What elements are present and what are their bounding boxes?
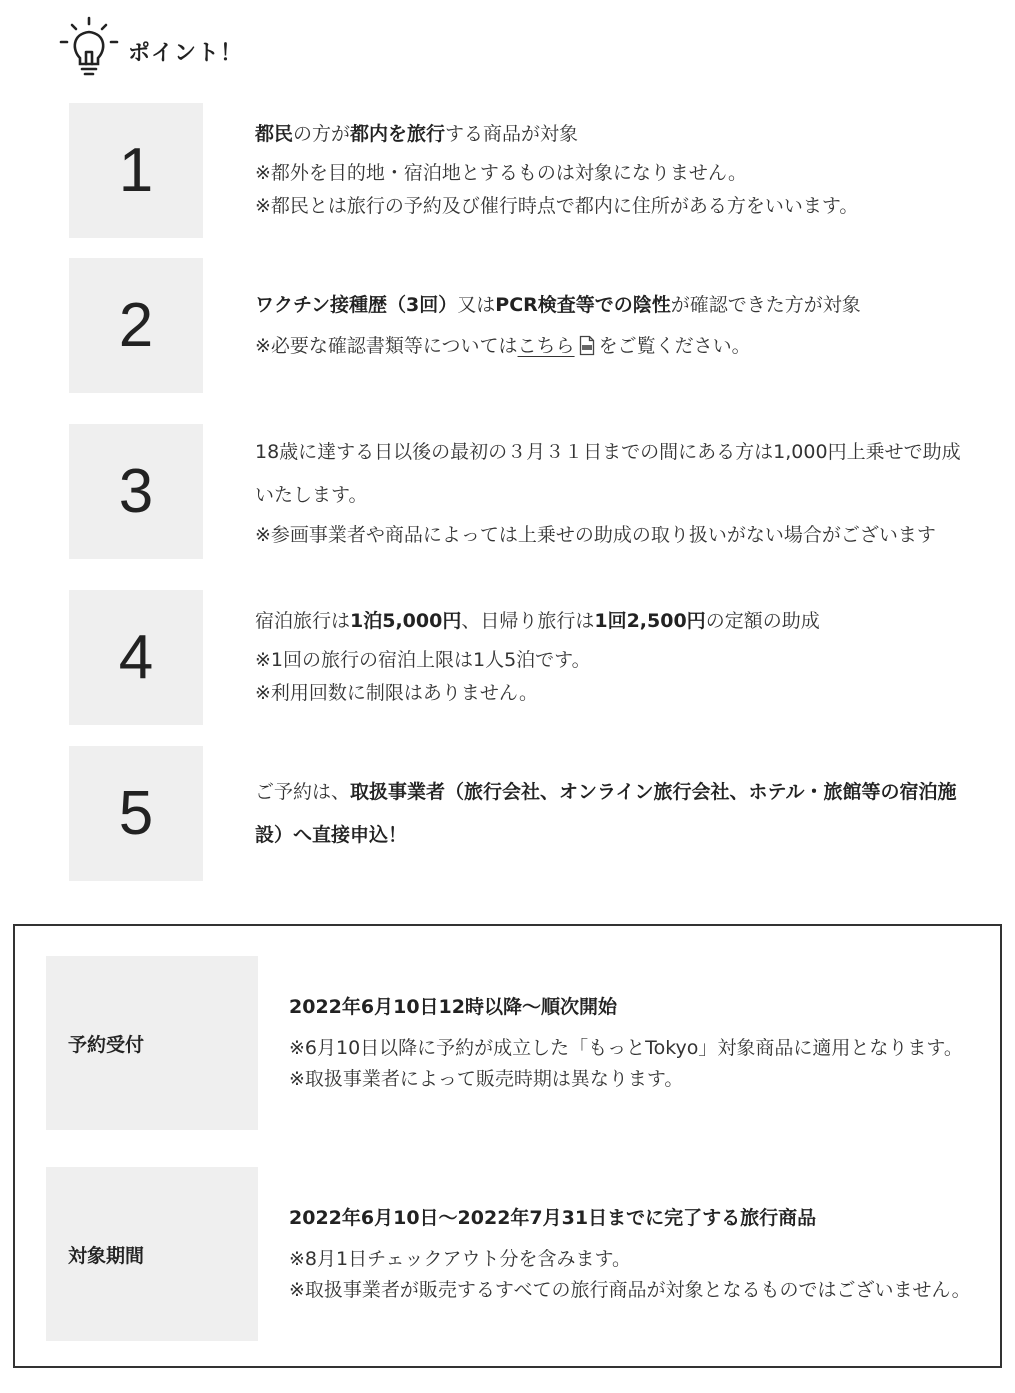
point-main-line: 18歳に達する日以後の最初の３月３１日までの間にある方は1,000円上乗せで助成いたします。 — [255, 441, 961, 506]
point-main-line — [255, 289, 969, 322]
point-description — [255, 424, 969, 559]
info-row-reservation — [46, 956, 986, 1130]
info-label: 予約受付 — [46, 956, 258, 1130]
point-note: ※利用回数に制限はありません。 — [255, 682, 539, 704]
point-item-1 — [69, 103, 969, 238]
point-number: 1 — [69, 103, 203, 238]
point-number: 4 — [69, 590, 203, 725]
bold-text: 1回2,500円 — [594, 610, 706, 632]
point-item-4 — [69, 590, 969, 725]
point-description — [255, 590, 969, 725]
point-main-line — [255, 118, 969, 151]
section-title: ポイント！ — [128, 40, 244, 66]
documents-link[interactable]: こちら — [517, 334, 575, 357]
point-description — [255, 746, 969, 881]
point-main-line — [255, 771, 969, 857]
text: の定額の助成 — [705, 610, 820, 632]
bold-text: 取扱事業者（旅行会社、オンライン旅行会社、ホテル・旅館等の宿泊施設）へ直接申込！ — [255, 780, 957, 846]
text: 宿泊旅行は — [255, 610, 351, 632]
info-heading: 2022年6月10日12時以降～順次開始 — [289, 995, 617, 1018]
point-note: ※都民とは旅行の予約及び催行時点で都内に住所がある方をいいます。 — [255, 195, 859, 217]
bold-text: 都内を旅行 — [350, 123, 446, 145]
bold-text: PCR検査等での陰性 — [495, 293, 671, 316]
point-item-3 — [69, 424, 969, 559]
text: ※必要な確認書類等については — [255, 334, 518, 357]
point-note: ※1回の旅行の宿泊上限は1人5泊です。 — [255, 649, 591, 671]
point-main-line — [255, 605, 969, 638]
info-content — [289, 956, 986, 1130]
info-note: ※8月1日チェックアウト分を含みます。 — [289, 1247, 632, 1270]
point-note: ※参画事業者や商品によっては上乗せの助成の取り扱いがない場合がございます — [255, 524, 936, 546]
point-description — [255, 258, 969, 393]
point-item-2 — [69, 258, 969, 393]
text: する商品が対象 — [445, 123, 579, 145]
info-note: ※取扱事業者によって販売時期は異なります。 — [289, 1067, 684, 1090]
section-header — [58, 16, 243, 78]
pdf-icon — [579, 335, 595, 356]
point-note — [255, 330, 969, 363]
bold-text: 都民 — [255, 123, 294, 145]
point-item-5 — [69, 746, 969, 881]
info-note: ※6月10日以降に予約が成立した「もっとTokyo」対象商品に適用となります。 — [289, 1036, 963, 1059]
text: ご予約は、 — [255, 780, 351, 803]
bold-text: 1泊5,000円 — [350, 610, 462, 632]
text: の方が — [293, 123, 351, 145]
info-panel — [13, 924, 1002, 1368]
text: が確認できた方が対象 — [670, 293, 861, 316]
point-description — [255, 103, 969, 238]
text: 又は — [457, 293, 496, 316]
bold-text: ワクチン接種歴（3回） — [255, 293, 458, 316]
info-note: ※取扱事業者が販売するすべての旅行商品が対象となるものではございません。 — [289, 1278, 971, 1301]
point-number: 3 — [69, 424, 203, 559]
info-label: 対象期間 — [46, 1167, 258, 1341]
text: をご覧ください。 — [598, 334, 751, 357]
point-number: 2 — [69, 258, 203, 393]
lightbulb-icon — [58, 16, 120, 78]
text: 、日帰り旅行は — [461, 610, 595, 632]
point-number: 5 — [69, 746, 203, 881]
info-row-period — [46, 1167, 986, 1341]
info-content — [289, 1167, 986, 1341]
point-note: ※都外を目的地・宿泊地とするものは対象になりません。 — [255, 162, 748, 184]
info-heading: 2022年6月10日～2022年7月31日までに完了する旅行商品 — [289, 1206, 817, 1229]
